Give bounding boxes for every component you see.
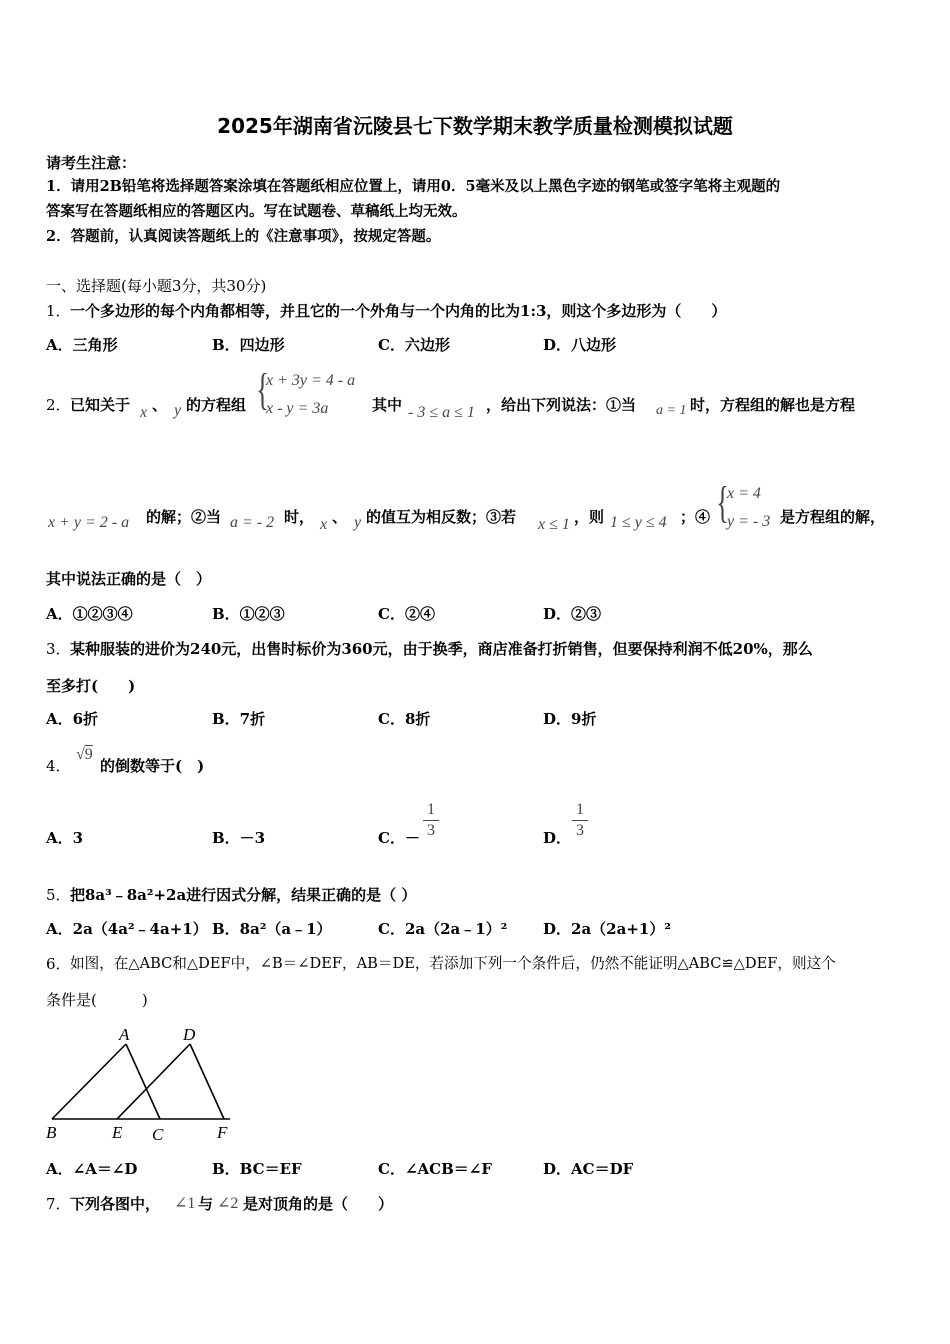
q7-number: 7． xyxy=(46,1195,71,1213)
q2-sol1: x = 4 xyxy=(727,485,761,502)
q2-var-x: x xyxy=(140,404,148,421)
q2-text-9: ，则 xyxy=(574,508,605,526)
q3-text2: 至多打( ) xyxy=(46,677,136,695)
q2-text-2: 的方程组 xyxy=(186,396,247,414)
q2-text-8: 的值互为相反数；③若 xyxy=(366,508,517,526)
q6-text: 如图，在△ABC和△DEF中，∠B＝∠DEF，AB＝DE，若添加下列一个条件后，仍然不能证明△ABC≌△DEF，则这个 xyxy=(70,955,836,972)
q4-fraction-c xyxy=(423,801,439,840)
q1-option-d[interactable]: D．八边形 xyxy=(543,336,617,354)
section-heading: 一、选择题(每小题3分，共30分) xyxy=(46,277,267,295)
q2-cond3: x ≤ 1 xyxy=(538,516,570,533)
q3-option-a[interactable]: A．6折 xyxy=(46,710,99,728)
q7-text-2: 与 xyxy=(198,1195,214,1213)
label-f: F xyxy=(217,1123,228,1142)
q3-text: 某种服装的进价为240元，出售时标价为360元，由于换季，商店准备打折销售，但要保持利润不低20%，那么 xyxy=(70,640,813,658)
q6-option-d[interactable]: D．AC＝DF xyxy=(543,1160,634,1178)
q5-option-d[interactable]: D．2a（2a+1）² xyxy=(543,920,671,938)
q2-sol2: y = - 3 xyxy=(727,513,771,530)
side-ba xyxy=(52,1044,126,1119)
q3-number: 3． xyxy=(46,640,71,658)
label-d: D xyxy=(183,1025,196,1044)
q2-brace: { xyxy=(256,365,269,414)
q2-sep2: 、 xyxy=(332,508,348,526)
q2-option-b[interactable]: B．①②③ xyxy=(212,605,285,623)
q2-text-12: 其中说法正确的是（ ） xyxy=(46,570,212,588)
q4-fraction-d xyxy=(572,801,588,840)
q2-text-1: 已知关于 xyxy=(70,396,131,414)
page-title: 2025年湖南省沅陵县七下数学期末教学质量检测模拟试题 xyxy=(217,114,733,138)
q1-option-b[interactable]: B．四边形 xyxy=(212,336,285,354)
q2-number: 2． xyxy=(46,396,71,414)
q2-var-y: y xyxy=(174,402,182,419)
q6-option-a[interactable]: A．∠A＝∠D xyxy=(46,1160,138,1178)
q5-option-c[interactable]: C．2a（2a﹣1）² xyxy=(378,920,508,938)
q6-figure xyxy=(40,1020,240,1145)
q3-option-b[interactable]: B．7折 xyxy=(212,710,266,728)
q3-option-c[interactable]: C．8折 xyxy=(378,710,431,728)
q2-eq1: x + 3y = 4 - a xyxy=(266,372,356,389)
label-c: C xyxy=(152,1125,164,1144)
q1-option-a[interactable]: A．三角形 xyxy=(46,336,118,354)
label-b: B xyxy=(46,1123,57,1142)
q6-option-c[interactable]: C．∠ACB＝∠F xyxy=(378,1160,492,1178)
fraction-numerator: 1 xyxy=(427,801,435,818)
q4-option-d[interactable]: D． xyxy=(543,829,572,847)
q6-option-b[interactable]: B．BC＝EF xyxy=(212,1160,302,1178)
notice-heading: 请考生注意： xyxy=(46,154,137,172)
q4-number: 4． xyxy=(46,757,71,775)
q2-var-x2: x xyxy=(320,516,328,533)
q3-option-d[interactable]: D．9折 xyxy=(543,710,597,728)
q7-text-1: 下列各图中， xyxy=(70,1195,161,1213)
q4-text: 的倒数等于( ) xyxy=(100,757,205,775)
q2-sep: 、 xyxy=(152,396,168,414)
q4-option-c[interactable]: C．－ xyxy=(378,829,420,847)
fraction-denominator: 3 xyxy=(576,822,584,839)
q2-brace2: { xyxy=(716,478,729,527)
q6-number: 6． xyxy=(46,955,71,973)
q4-radicand: 9 xyxy=(84,746,93,763)
q1-text: 一个多边形的每个内角都相等，并且它的一个外角与一个内角的比为1:3，则这个多边形为（ ） xyxy=(70,302,727,320)
q2-text-3: 其中 xyxy=(372,396,403,414)
notice-line2: 2．答题前，认真阅读答题纸上的《注意事项》，按规定答题。 xyxy=(46,228,441,245)
side-ed xyxy=(117,1044,190,1119)
q2-cond2: a = - 2 xyxy=(230,514,275,531)
q6-text2: 条件是( ) xyxy=(46,991,148,1009)
q2-text-5: 时，方程组的解也是方程 xyxy=(690,396,856,414)
q2-eqline: x + y = 2 - a xyxy=(48,514,130,531)
q2-option-a[interactable]: A．①②③④ xyxy=(46,605,133,623)
label-a: A xyxy=(119,1025,130,1044)
q7-text-3: 是对顶角的是（ ） xyxy=(243,1195,394,1213)
q5-option-a[interactable]: A．2a（4a²﹣4a+1） xyxy=(46,920,208,938)
q2-range: - 3 ≤ a ≤ 1 xyxy=(408,404,475,421)
side-ac xyxy=(126,1044,160,1119)
fraction-numerator: 1 xyxy=(576,801,584,818)
q7-angle1: ∠1 xyxy=(174,1195,196,1212)
q4-option-b[interactable]: B．－3 xyxy=(212,829,266,847)
notice-line1: 1．请用2B铅笔将选择题答案涂填在答题纸相应位置上，请用0．5毫米及以上黑色字迹的钢笔或签字笔将主观题的 xyxy=(46,178,781,195)
side-df xyxy=(190,1044,224,1119)
q1-option-c[interactable]: C．六边形 xyxy=(378,336,450,354)
q5-text: 把8a³﹣8a²+2a进行因式分解，结果正确的是（ ） xyxy=(70,886,417,904)
q4-option-a[interactable]: A．3 xyxy=(46,829,84,847)
sqrt-icon: √ xyxy=(76,746,85,763)
q2-cond1: a = 1 xyxy=(656,403,687,418)
q2-var-y2: y xyxy=(354,514,362,531)
q2-text-4: ，给出下列说法：①当 xyxy=(486,396,637,414)
q2-text-10: ；④ xyxy=(680,508,711,526)
q1-number: 1． xyxy=(46,302,71,320)
q2-text-6: 的解；②当 xyxy=(146,508,222,526)
fraction-denominator: 3 xyxy=(427,822,435,839)
notice-line1b: 答案写在答题纸相应的答题区内。写在试题卷、草稿纸上均无效。 xyxy=(46,203,467,220)
q2-text-7: 时， xyxy=(284,508,315,526)
q2-option-c[interactable]: C．②④ xyxy=(378,605,435,623)
q4-sqrt xyxy=(76,745,93,764)
q7-angle2: ∠2 xyxy=(217,1195,239,1212)
q2-text-11: 是方程组的解， xyxy=(780,508,886,526)
q5-number: 5． xyxy=(46,886,71,904)
q2-cond4: 1 ≤ y ≤ 4 xyxy=(610,514,667,531)
q2-option-d[interactable]: D．②③ xyxy=(543,605,602,623)
q5-option-b[interactable]: B．8a²（a﹣1） xyxy=(212,920,332,938)
label-e: E xyxy=(112,1123,123,1142)
q2-eq2: x - y = 3a xyxy=(266,400,329,417)
